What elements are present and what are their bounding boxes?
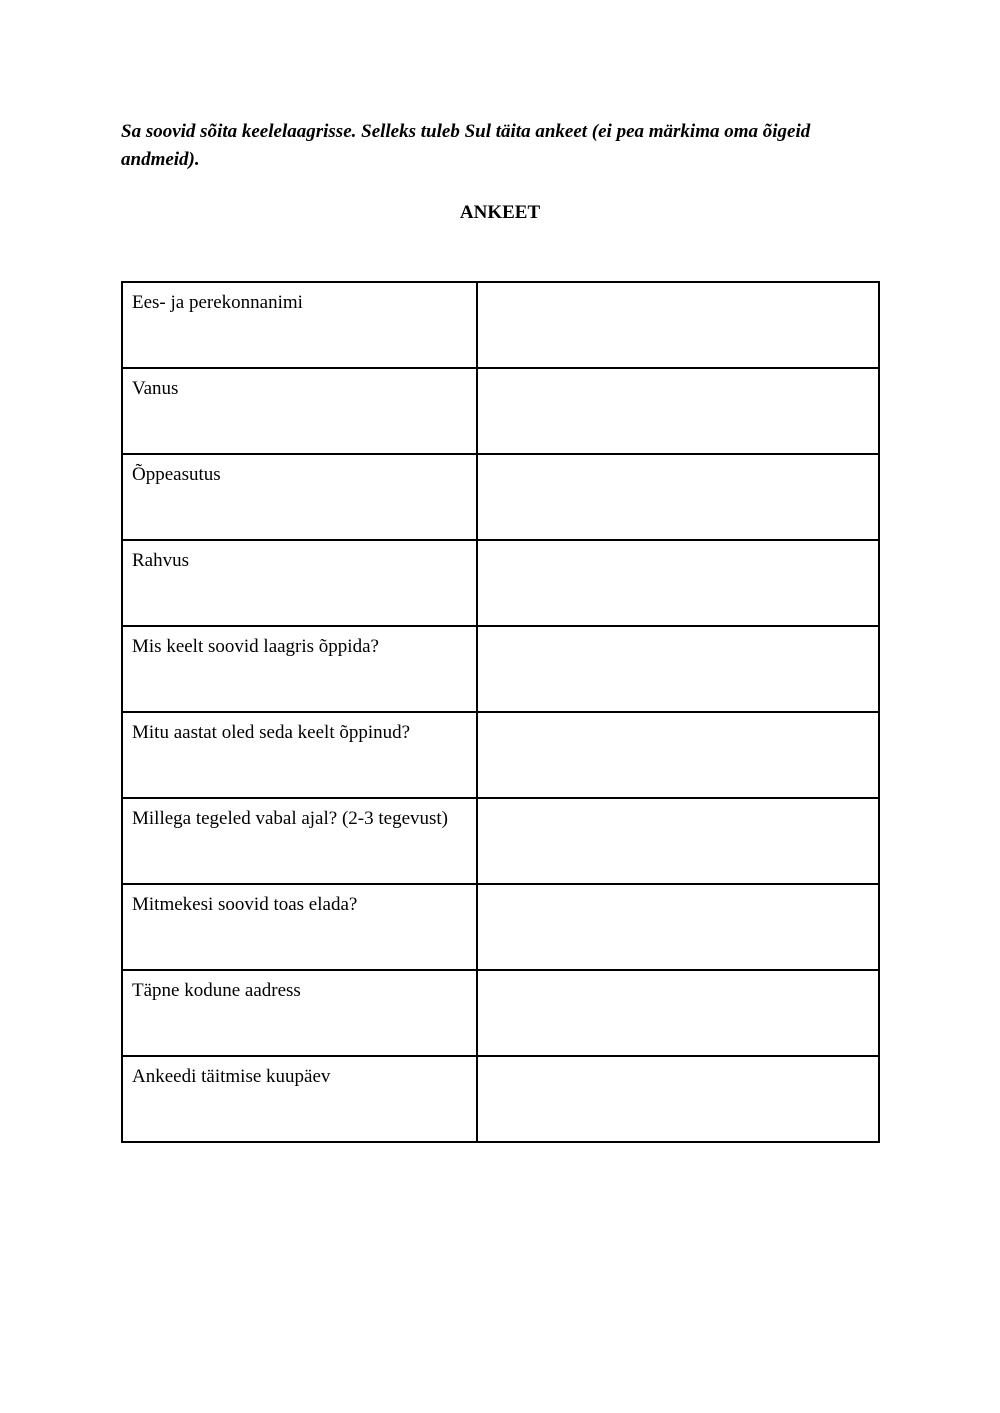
answer-cell-years-studied[interactable] (477, 712, 879, 798)
answer-cell-language[interactable] (477, 626, 879, 712)
answer-cell-hobbies[interactable] (477, 798, 879, 884)
table-row (122, 798, 879, 884)
table-row (122, 1056, 879, 1142)
field-label-nationality: Rahvus (122, 540, 477, 626)
table-row (122, 884, 879, 970)
answer-cell-nationality[interactable] (477, 540, 879, 626)
table-row (122, 282, 879, 368)
field-label-roommates: Mitmekesi soovid toas elada? (122, 884, 477, 970)
table-row (122, 970, 879, 1056)
questionnaire-table (121, 281, 880, 1143)
field-label-name: Ees- ja perekonnanimi (122, 282, 477, 368)
table-row (122, 540, 879, 626)
answer-cell-roommates[interactable] (477, 884, 879, 970)
answer-cell-age[interactable] (477, 368, 879, 454)
field-label-school: Õppeasutus (122, 454, 477, 540)
instructions-text: Sa soovid sõita keelelaagrisse. Selleks tuleb Sul täita ankeet (ei pea märkima oma õigeid andmeid). (121, 121, 811, 170)
table-row (122, 712, 879, 798)
field-label-language: Mis keelt soovid laagris õppida? (122, 626, 477, 712)
form-title: ANKEET (459, 202, 541, 223)
answer-cell-address[interactable] (477, 970, 879, 1056)
answer-cell-date[interactable] (477, 1056, 879, 1142)
field-label-date: Ankeedi täitmise kuupäev (122, 1056, 477, 1142)
field-label-address: Täpne kodune aadress (122, 970, 477, 1056)
field-label-age: Vanus (122, 368, 477, 454)
answer-cell-name[interactable] (477, 282, 879, 368)
field-label-years-studied: Mitu aastat oled seda keelt õppinud? (122, 712, 477, 798)
table-row (122, 368, 879, 454)
field-label-hobbies: Millega tegeled vabal ajal? (2-3 tegevust) (122, 798, 477, 884)
answer-cell-school[interactable] (477, 454, 879, 540)
table-row (122, 454, 879, 540)
table-row (122, 626, 879, 712)
